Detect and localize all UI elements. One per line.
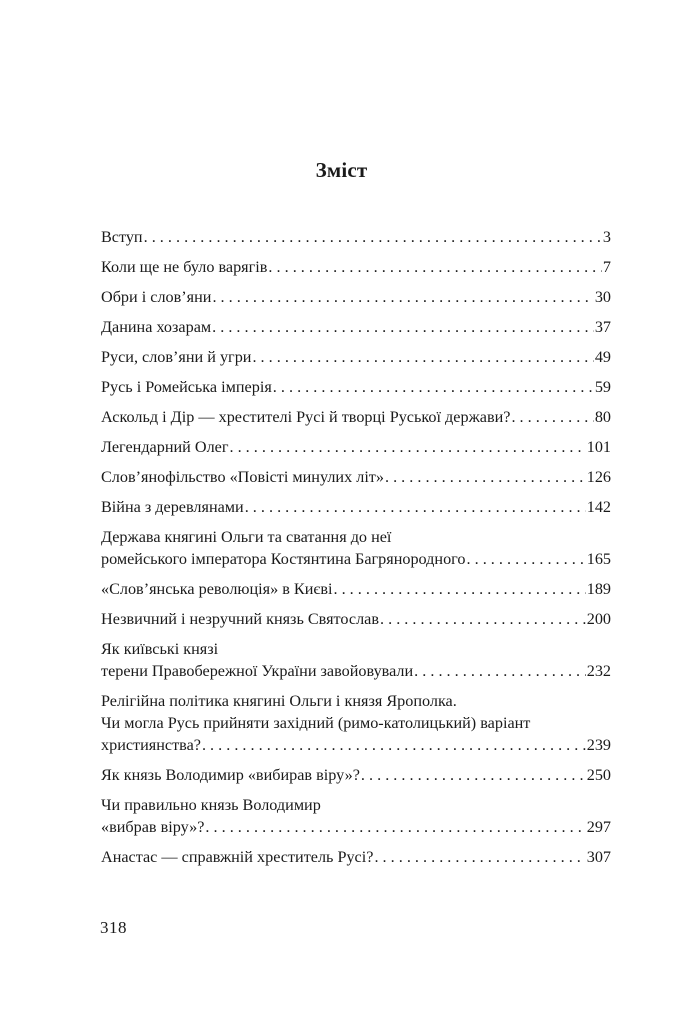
page-number: 318 [100,918,127,937]
toc-entry-title-line: Чи могла Русь прийняти західний (римо-католицький) варіант [101,714,531,732]
dot-leader [414,660,586,682]
toc-entry-page-number: 239 [586,736,611,754]
toc-entry-title-line: Як київські князі [101,640,219,658]
toc-entry-page-number: 3 [602,228,611,246]
toc-entry-page-number: 59 [594,378,611,396]
dot-leader [144,226,602,248]
dot-leader [252,346,593,368]
toc-entry-title-line: Релігійна політика княгині Ольги і князя Ярополка. [101,692,457,710]
toc-entry [101,496,611,518]
toc-entry-page-number: 297 [586,818,611,836]
toc-entry [101,764,611,786]
toc-entry-title-line: Русь і Ромейська імперія [101,378,272,396]
toc-entry [101,406,611,428]
toc-entry-page-number: 142 [586,498,611,516]
toc-entry-page-number: 307 [586,848,611,866]
toc-entry-page-number: 200 [586,610,611,628]
toc-entry [101,846,611,868]
toc-entry-page-number: 37 [594,318,611,336]
toc-entry-page-number: 189 [586,580,611,598]
toc-entry-title-line: Руси, слов’яни й угри [101,348,252,366]
dot-leader [374,846,585,868]
toc-entry-title-line: терени Правобережної України завойовували [101,662,414,680]
dot-leader [333,578,585,600]
toc-entry [101,638,611,682]
toc-entry-title-line: Коли ще не було варягів [101,258,268,276]
toc-entry-title-line: християнства? [101,736,201,754]
toc-entry [101,316,611,338]
toc-entry [101,526,611,570]
table-of-contents [101,226,611,876]
toc-entry [101,256,611,278]
dot-leader [380,608,586,630]
toc-entry-page-number: 126 [586,468,611,486]
dot-leader [202,734,586,756]
dot-leader [467,548,586,570]
toc-entry-page-number: 232 [586,662,611,680]
dot-leader [212,316,594,338]
toc-entry-title-line: Незвичний і незручний князь Святослав [101,610,380,628]
toc-entry [101,436,611,458]
toc-entry-title-line: Чи правильно князь Володимир [101,796,321,814]
toc-entry-title-line: Обри і слов’яни [101,288,212,306]
dot-leader [268,256,602,278]
toc-entry [101,690,611,756]
dot-leader [511,406,593,428]
toc-entry-page-number: 101 [586,438,611,456]
toc-entry-title-line: «вибрав віру»? [101,818,205,836]
toc-entry [101,376,611,398]
toc-entry-title-line: «Слов’янська революція» в Києві [101,580,333,598]
dot-leader [205,816,585,838]
toc-entry [101,578,611,600]
toc-entry [101,286,611,308]
dot-leader [361,764,586,786]
toc-entry-title-line: Легендарний Олег [101,438,229,456]
toc-entry-title-line: Данина хозарам [101,318,212,336]
toc-entry [101,608,611,630]
toc-entry [101,346,611,368]
toc-entry-title-line: Слов’янофільство «Повісті минулих літ» [101,468,384,486]
dot-leader [245,496,586,518]
toc-entry-page-number: 30 [594,288,611,306]
toc-entry-page-number: 7 [602,258,611,276]
toc-entry-page-number: 49 [594,348,611,366]
toc-entry-title-line: Держава княгині Ольги та сватання до неї [101,528,392,546]
dot-leader [385,466,586,488]
toc-entry-page-number: 165 [586,550,611,568]
toc-entry [101,794,611,838]
toc-entry-title-line: Вступ [101,228,143,246]
toc-entry-title-line: Війна з деревлянами [101,498,244,516]
toc-entry-page-number: 80 [594,408,611,426]
toc-entry-title-line: ромейського імператора Костянтина Багрянородного [101,550,466,568]
toc-entry-title-line: Анастас — справжній хреститель Русі? [101,848,374,866]
toc-entry-page-number: 250 [586,766,611,784]
toc-entry [101,466,611,488]
toc-entry-title-line: Аскольд і Дір — хрестителі Русі й творці Руської держави? [101,408,511,426]
dot-leader [273,376,594,398]
toc-entry [101,226,611,248]
dot-leader [229,436,585,458]
page-title: Зміст [315,158,368,182]
dot-leader [212,286,593,308]
toc-entry-title-line: Як князь Володимир «вибирав віру»? [101,766,360,784]
